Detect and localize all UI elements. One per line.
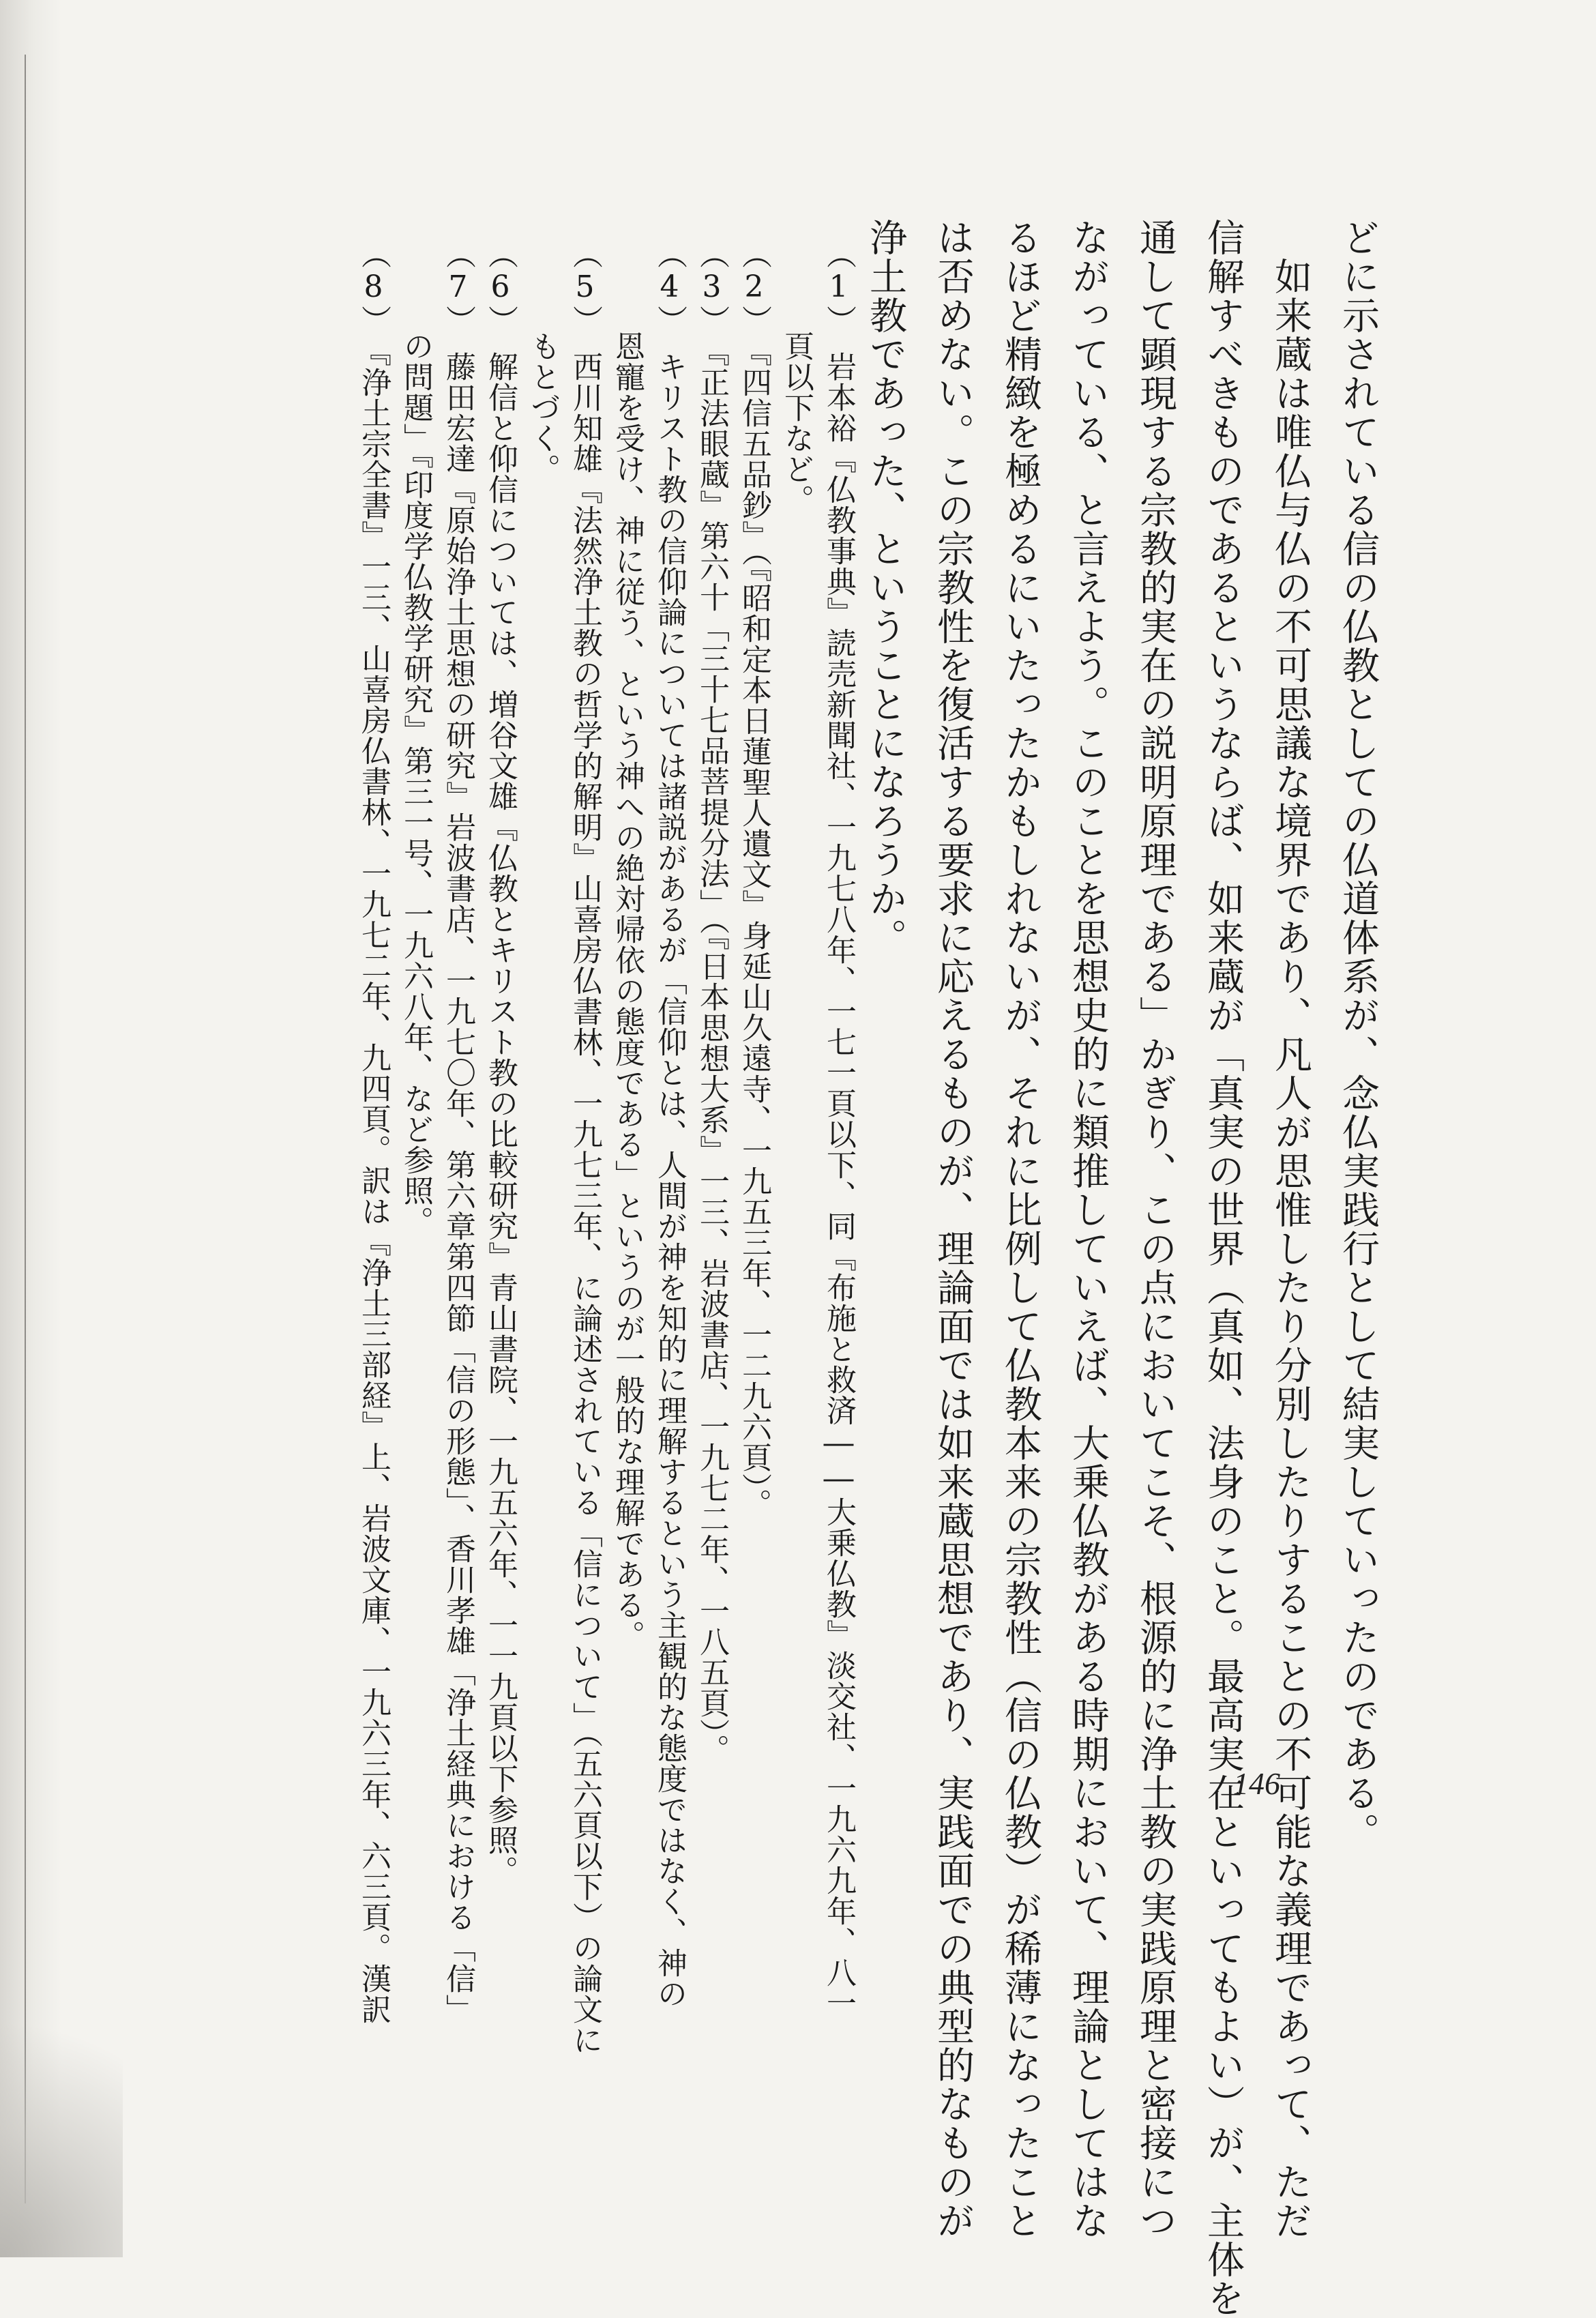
body-line: どに示されている信の仏教としての仏道体系が、念仏実践行として結実していったのである。	[1336, 218, 1380, 1851]
body-line: 如来蔵は唯仏与仏の不可思議な境界であり、凡人が思惟したり分別したりすることの不可能な義理であって、ただ	[1269, 218, 1312, 2240]
body-line: は否めない。この宗教性を復活する要求に応えるものが、理論面では如来蔵思想であり、実践面での典型的なものが	[931, 218, 975, 2240]
scan-corner-shadow	[0, 1971, 123, 2257]
footnotes	[352, 239, 859, 2055]
footnote-line: （8） 『浄土宗全書』一三、山喜房仏書林、一九七二年、九四頁。訳は『浄土三部経』上、岩波文庫、一九六三年、六三頁。漢訳	[356, 239, 391, 2025]
body-line: るほど精緻を極めるにいたったかもしれないが、それに比例して仏教本来の宗教性（信の仏教）が稀薄になったこと	[999, 218, 1042, 2240]
footnote-line: （1） 岩本裕『仏教事典』読売新聞社、一九七八年、一七一頁以下、同『布施と救済――大乗仏教』淡交社、一九六九年、八一	[821, 239, 856, 2019]
footnote-line: （3） 『正法眼蔵』第六十「三十七品菩提分法」（『日本思想大系』一三、岩波書店、一九七二年、一八五頁）。	[694, 239, 729, 1765]
body-line: 浄土教であった、ということになろうか。	[863, 218, 907, 957]
body-line: ながっている、と言えよう。このことを思想史的に類推していえば、大乗仏教がある時期において、理論としてはな	[1066, 218, 1110, 2240]
footnote-line: 恩寵を受け、神に従う、という神への絶対帰依の態度である」というのが一般的な理解である。	[610, 239, 645, 1651]
footnote-line: 頁以下など。	[779, 239, 814, 515]
body-line: 通して顕現する宗教的実在の説明原理である」かぎり、この点においてこそ、根源的に浄土教の実践原理と密接につ	[1134, 218, 1177, 2240]
scan-edge-line	[25, 55, 26, 2203]
footnote-line: もとづく。	[525, 239, 560, 484]
footnote-line: （4） キリスト教の信仰論については諸説があるが「信仰とは、人間が神を知的に理解するという主観的な態度ではなく、神の	[652, 239, 687, 2009]
footnote-line: （6） 解信と仰信については、増谷文雄『仏教とキリスト教の比較研究』青山書院、一九五六年、一一九頁以下参照。	[483, 239, 518, 1886]
body-text	[851, 218, 1391, 2318]
footnote-line: （5） 西川知雄『法然浄土教の哲学的解明』山喜房仏書林、一九七三年、に論述されている「信について」（五六頁以下）の論文に	[567, 239, 602, 2055]
footnote-line: （2） 『四信五品鈔』（『昭和定本日蓮聖人遺文』身延山久遠寺、一九五三年、一二九六頁）。	[737, 239, 771, 1519]
footnote-line: （7） 藤田宏達『原始浄土思想の研究』岩波書店、一九七〇年、第六章第四節「信の形態」、香川孝雄「浄土経典における「信」	[441, 239, 475, 2025]
footnote-line: の問題」『印度学仏教学研究』第三一号、一九六八年、など参照。	[398, 239, 433, 1237]
scan-edge-shadow	[0, 0, 61, 2257]
body-line: 信解すべきものであるというならば、如来蔵が「真実の世界（真如、法身のこと。最高実在といってもよい）が、主体を	[1201, 218, 1245, 2318]
page-number: 146	[1233, 1766, 1280, 1801]
